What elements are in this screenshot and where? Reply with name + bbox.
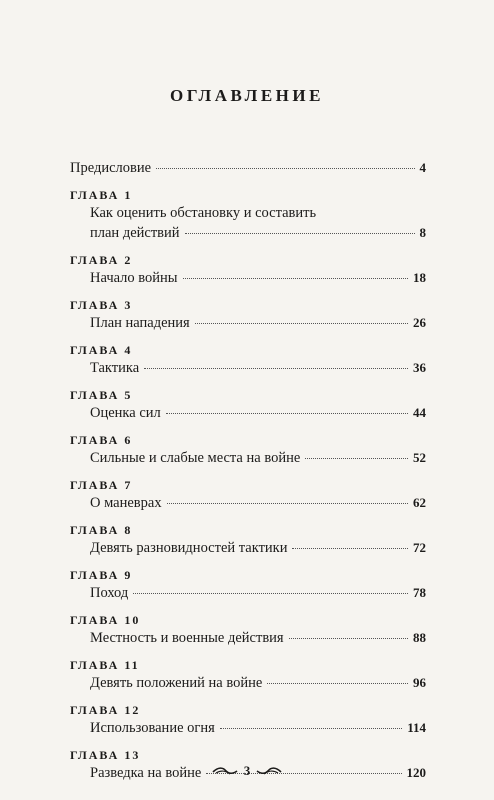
right-flourish-icon bbox=[256, 766, 282, 776]
entry-page: 114 bbox=[407, 720, 426, 735]
table-of-contents bbox=[70, 158, 426, 783]
dot-leader bbox=[144, 368, 408, 369]
chapter-label: ГЛАВА 5 bbox=[70, 388, 133, 402]
dot-leader bbox=[185, 233, 415, 234]
page-number: 3 bbox=[243, 763, 251, 778]
dot-leader bbox=[166, 413, 408, 414]
entry-title: План нападения bbox=[90, 315, 190, 331]
toc-entry[interactable] bbox=[70, 493, 426, 513]
dot-leader bbox=[183, 278, 408, 279]
chapter-label: ГЛАВА 2 bbox=[70, 253, 133, 267]
entry-page: 88 bbox=[413, 630, 426, 645]
entry-title: Поход bbox=[90, 585, 129, 601]
entry-title: Тактика bbox=[90, 360, 140, 376]
toc-entry[interactable] bbox=[70, 268, 426, 288]
toc-entry[interactable] bbox=[70, 358, 426, 378]
entry-page: 44 bbox=[413, 405, 426, 420]
entry-title-line[interactable]: Как оценить обстановку и составить bbox=[90, 205, 317, 221]
toc-entry[interactable] bbox=[70, 403, 426, 423]
entry-page: 36 bbox=[413, 360, 426, 375]
dot-leader bbox=[305, 458, 408, 459]
entry-title: Использование огня bbox=[90, 720, 215, 736]
toc-entry[interactable] bbox=[70, 223, 426, 243]
entry-title: Девять положений на войне bbox=[90, 675, 263, 691]
dot-leader bbox=[220, 728, 402, 729]
toc-entry-preface[interactable] bbox=[70, 158, 426, 178]
entry-title: Начало войны bbox=[90, 270, 178, 286]
entry-page: 72 bbox=[413, 540, 426, 555]
chapter-label: ГЛАВА 11 bbox=[70, 658, 140, 672]
dot-leader bbox=[292, 548, 408, 549]
chapter-label: ГЛАВА 1 bbox=[70, 188, 133, 202]
chapter-label: ГЛАВА 7 bbox=[70, 478, 133, 492]
chapter-label: ГЛАВА 3 bbox=[70, 298, 133, 312]
entry-page: 62 bbox=[413, 495, 426, 510]
toc-entry[interactable] bbox=[70, 673, 426, 693]
entry-page: 4 bbox=[419, 160, 426, 175]
entry-title: Предисловие bbox=[70, 160, 152, 176]
chapter-label: ГЛАВА 13 bbox=[70, 748, 141, 762]
dot-leader bbox=[289, 638, 408, 639]
entry-page: 120 bbox=[406, 765, 426, 780]
entry-title: Девять разновидностей тактики bbox=[90, 540, 288, 556]
chapter-label: ГЛАВА 10 bbox=[70, 613, 141, 627]
entry-page: 96 bbox=[413, 675, 426, 690]
toc-entry[interactable] bbox=[70, 538, 426, 558]
toc-entry[interactable] bbox=[70, 718, 426, 738]
toc-entry[interactable] bbox=[70, 313, 426, 333]
left-flourish-icon bbox=[212, 766, 238, 776]
chapter-label: ГЛАВА 4 bbox=[70, 343, 133, 357]
entry-title: Разведка на войне bbox=[90, 765, 202, 781]
entry-title: план действий bbox=[90, 225, 180, 241]
toc-entry[interactable] bbox=[70, 628, 426, 648]
dot-leader bbox=[267, 683, 408, 684]
entry-page: 52 bbox=[413, 450, 426, 465]
entry-page: 78 bbox=[413, 585, 426, 600]
dot-leader bbox=[167, 503, 408, 504]
entry-title: Местность и военные действия bbox=[90, 630, 284, 646]
entry-title: Оценка сил bbox=[90, 405, 161, 421]
entry-title: О маневрах bbox=[90, 495, 162, 511]
entry-page: 18 bbox=[413, 270, 426, 285]
chapter-label: ГЛАВА 9 bbox=[70, 568, 133, 582]
dot-leader bbox=[156, 168, 414, 169]
chapter-label: ГЛАВА 12 bbox=[70, 703, 141, 717]
chapter-label: ГЛАВА 8 bbox=[70, 523, 133, 537]
entry-title: Сильные и слабые места на войне bbox=[90, 450, 301, 466]
entry-page: 26 bbox=[413, 315, 426, 330]
page-title: ОГЛАВЛЕНИЕ bbox=[170, 86, 324, 105]
toc-entry[interactable] bbox=[70, 583, 426, 603]
dot-leader bbox=[133, 593, 408, 594]
entry-page: 8 bbox=[419, 225, 426, 240]
dot-leader bbox=[195, 323, 408, 324]
chapter-label: ГЛАВА 6 bbox=[70, 433, 133, 447]
toc-entry[interactable] bbox=[70, 448, 426, 468]
page-folio bbox=[0, 763, 494, 779]
